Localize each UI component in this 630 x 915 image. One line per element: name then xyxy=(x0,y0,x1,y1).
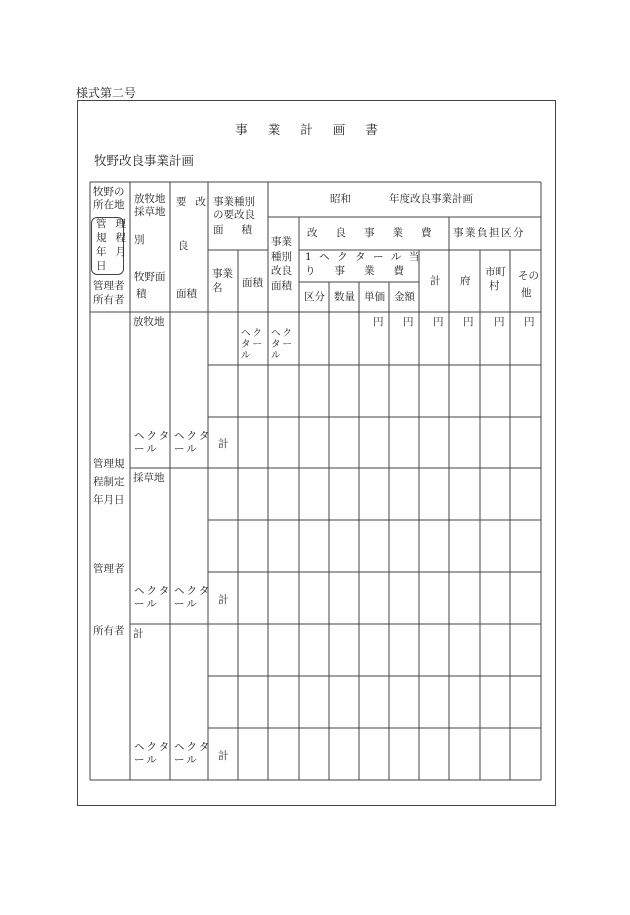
hectare-mark-1c: ル xyxy=(241,350,251,361)
total-ha-1a: ヘクタ xyxy=(134,741,172,753)
header-type-area-1: 事業種別 xyxy=(213,196,255,208)
header-municipality-1: 市町 xyxy=(485,266,506,278)
header-mgmt-rule-1: 管理 xyxy=(96,218,135,230)
yen-total: 円 xyxy=(433,316,444,328)
hectare-mark-1a: ヘク xyxy=(241,328,265,339)
header-municipality-2: 村 xyxy=(489,280,500,292)
mgmt-date-3: 年月日 xyxy=(93,494,125,506)
total-label: 計 xyxy=(133,628,144,640)
header-area-short: 面積 xyxy=(242,277,263,289)
meadow-label: 採草地 xyxy=(133,472,165,484)
header-amount: 金額 xyxy=(394,291,415,303)
meadow-ha-1b: ール xyxy=(134,598,159,610)
yen-municipality: 円 xyxy=(494,316,505,328)
header-prefecture: 府 xyxy=(460,275,471,287)
header-impr-4: 面積 xyxy=(271,280,292,292)
meadow-ha-2a: ヘクタ xyxy=(174,585,212,597)
header-impr-3: 改良 xyxy=(271,265,292,277)
plan-title: 牧野改良事業計画 xyxy=(94,153,195,168)
body-manager: 管理者 xyxy=(93,563,125,575)
pasture-subtotal: 計 xyxy=(218,438,229,450)
header-owner: 所有者 xyxy=(93,294,125,306)
total-ha-2b: ール xyxy=(174,754,199,766)
hectare-mark-1b: ター xyxy=(241,339,265,350)
header-category: 区分 xyxy=(304,291,325,303)
mgmt-date-1: 管理規 xyxy=(93,458,125,470)
header-burden: 事業負担区分 xyxy=(453,227,525,239)
header-type-area-3: 面積 xyxy=(213,224,270,236)
pasture-ha-1a: ヘクタ xyxy=(134,430,172,442)
meadow-ha-1a: ヘクタ xyxy=(134,585,172,597)
header-business-name-1: 事業 xyxy=(212,268,233,280)
header-per-ha-2: り事業費 xyxy=(305,265,423,277)
mgmt-date-2: 程制定 xyxy=(93,476,125,488)
total-ha-2a: ヘクタ xyxy=(174,741,212,753)
meadow-ha-2b: ール xyxy=(174,598,199,610)
meadow-subtotal: 計 xyxy=(218,594,229,606)
header-kind-1: 放牧地 xyxy=(134,193,166,205)
header-kind-2: 採草地 xyxy=(134,206,166,218)
pasture-label: 放牧地 xyxy=(133,316,165,328)
header-showa: 昭和 xyxy=(330,193,351,205)
header-manager: 管理者 xyxy=(93,280,125,292)
yen-unit-price: 円 xyxy=(373,316,384,328)
form-number: 様式第二号 xyxy=(76,86,137,100)
header-business-name-2: 名 xyxy=(212,282,223,294)
hectare-mark-2b: ター xyxy=(271,339,295,350)
header-area-1: 牧野面 xyxy=(134,271,166,283)
header-location-1: 牧野の xyxy=(93,186,125,198)
header-need-2: 良 xyxy=(178,240,189,252)
header-unit-price: 単価 xyxy=(364,291,385,303)
yen-prefecture: 円 xyxy=(463,316,474,328)
hectare-mark-2a: ヘク xyxy=(271,328,295,339)
header-other-2: 他 xyxy=(521,287,532,299)
header-mgmt-rule-3: 年月 xyxy=(96,246,135,258)
header-need-1: 要改 xyxy=(176,196,215,208)
total-subtotal: 計 xyxy=(218,750,229,762)
header-year-plan: 年度改良事業計画 xyxy=(389,193,473,205)
pasture-ha-1b: ール xyxy=(134,443,159,455)
header-mgmt-rule-2: 規程 xyxy=(96,232,135,244)
pasture-ha-2b: ール xyxy=(174,443,199,455)
pasture-ha-2a: ヘクタ xyxy=(174,430,212,442)
body-owner: 所有者 xyxy=(93,625,125,637)
header-cost: 改良事業費 xyxy=(307,227,450,239)
header-need-3: 面積 xyxy=(176,288,197,300)
header-mgmt-rule-4: 日 xyxy=(96,260,107,272)
hectare-mark-2c: ル xyxy=(271,350,281,361)
header-impr-1: 事業 xyxy=(271,236,292,248)
header-location-2: 所在地 xyxy=(93,199,125,211)
header-other-1: その xyxy=(518,270,539,282)
header-kind-3: 別 xyxy=(134,234,145,246)
header-area-2: 積 xyxy=(136,288,147,300)
yen-other: 円 xyxy=(524,316,535,328)
header-quantity: 数量 xyxy=(334,291,355,303)
total-ha-1b: ール xyxy=(134,754,159,766)
header-total: 計 xyxy=(430,275,441,287)
header-type-area-2: の要改良 xyxy=(213,209,255,221)
header-per-ha-1: 1ヘクタール当 xyxy=(305,251,427,263)
document-title: 事業計画書 xyxy=(235,122,398,137)
yen-amount: 円 xyxy=(403,316,414,328)
header-impr-2: 種別 xyxy=(271,251,292,263)
